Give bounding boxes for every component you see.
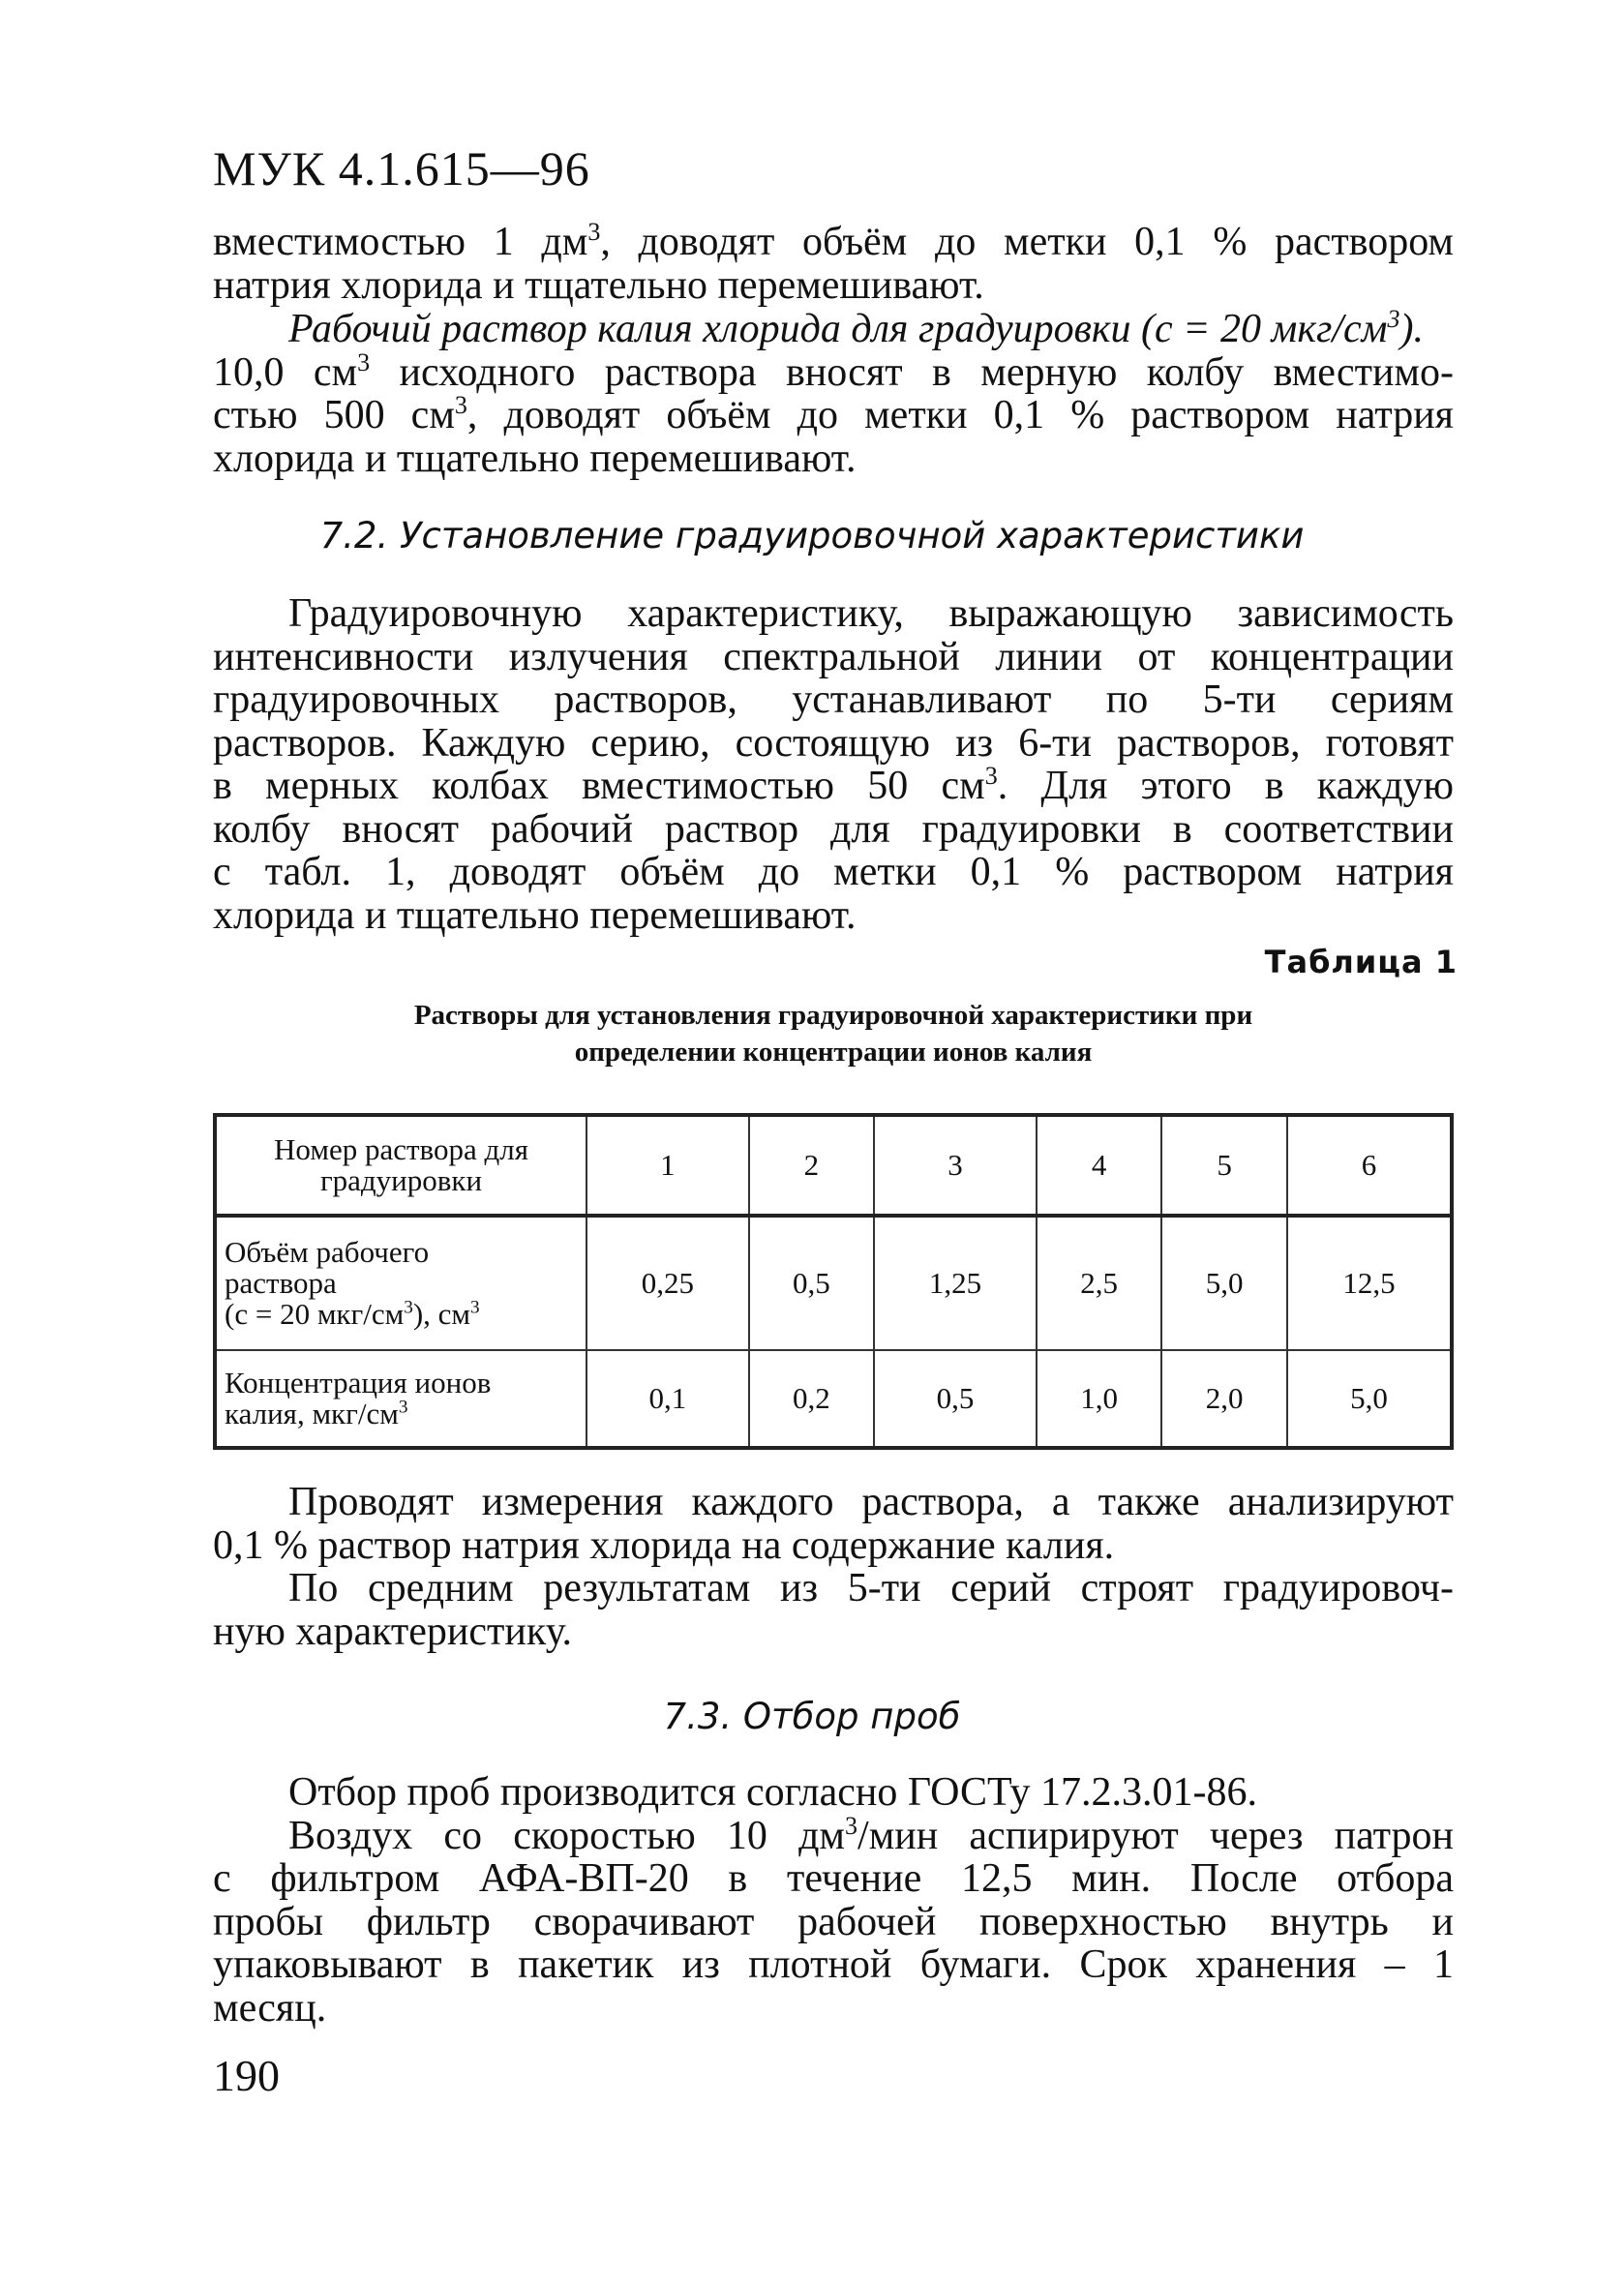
table-cell: 0,25 (586, 1216, 749, 1350)
table-cell: 0,5 (749, 1216, 875, 1350)
text-line: хлорида и тщательно перемешивают. (213, 436, 857, 481)
table-row-header: Объём рабочего раствора (с = 20 мкг/$см^3$), $см^3$ (215, 1216, 586, 1350)
text-line: колбу вносят рабочий раствор для градуировки в соответствии (213, 806, 1454, 852)
text-line: с табл. 1, доводят объём до метки 0,1 % раствором натрия (213, 850, 1454, 894)
text-line: натрия хлорида и тщательно перемешивают. (213, 262, 984, 308)
table-cell: 5 (1161, 1115, 1287, 1216)
table-header-row (215, 1115, 1452, 1216)
text-line: По средним результатам из 5-ти серий строят градуировоч- (288, 1566, 1454, 1610)
measurement-paragraph (213, 1481, 1454, 1653)
document-header: МУК 4.1.615—96 (213, 141, 590, 196)
text-line: упаковывают в пакетик из плотной бумаги. Срок хранения – 1 (213, 1942, 1454, 1987)
table-cell: 2 (749, 1115, 875, 1216)
table-cell: 3 (874, 1115, 1037, 1216)
table-cell: 0,1 (586, 1350, 749, 1448)
table-cell: 5,0 (1287, 1350, 1452, 1448)
text-line: 10,0 $см^3$ исходного раствора вносят в мерную колбу вместимо- (213, 347, 1454, 395)
text-line: 0,1 % раствор натрия хлорида на содержание калия. (213, 1522, 1115, 1568)
page-number: 190 (213, 2051, 280, 2100)
table-cell: 1 (586, 1115, 749, 1216)
text-line: хлорида и тщательно перемешивают. (213, 892, 857, 938)
table-cell: 1,25 (874, 1216, 1037, 1350)
table-row (215, 1216, 1452, 1350)
table-cell: 2,5 (1037, 1216, 1162, 1350)
text-line: Проводят измерения каждого раствора, а также анализируют (288, 1480, 1454, 1524)
working-solution-paragraph (213, 305, 1454, 481)
table-row-header: Номер раствора для градуировки (215, 1115, 586, 1216)
text-line: Градуировочную характеристику, выражающую зависимость (288, 591, 1454, 636)
table-row (215, 1350, 1452, 1448)
text-line: с фильтром АФА-ВП-20 в течение 12,5 мин. После отбора (213, 1856, 1454, 1901)
table-cell: 12,5 (1287, 1216, 1452, 1350)
text-line: вместимостью 1 $дм^3$, доводят объём до метки 0,1 % раствором (213, 218, 1454, 264)
table-cell: 6 (1287, 1115, 1452, 1216)
text-line: пробы фильтр сворачивают рабочей поверхностью внутрь и (213, 1899, 1454, 1944)
sampling-paragraph (213, 1771, 1454, 2030)
solutions-table (213, 1113, 1454, 1450)
table-label: Таблица 1 (1264, 944, 1458, 980)
intro-paragraph (213, 218, 1454, 308)
text-line: Воздух со скоростью 10 $дм^3$/мин аспирируют через патрон (288, 1811, 1454, 1858)
table-cell: 2,0 (1161, 1350, 1287, 1448)
text-line: растворов. Каждую серию, состоящую из 6-ти растворов, готовят (213, 720, 1454, 766)
text-line: ную характеристику. (213, 1609, 572, 1654)
text-line: Отбор проб производится согласно ГОСТу 17.2.3.01-86. (288, 1770, 1258, 1815)
table-cell: 0,5 (874, 1350, 1037, 1448)
section-heading-7-3: 7.3. Отбор проб (663, 1696, 961, 1737)
table-cell: 0,2 (749, 1350, 875, 1448)
table-cell: 1,0 (1037, 1350, 1162, 1448)
text-line: стью 500 $см^3$, доводят объём до метки 0,1 % раствором натрия (213, 391, 1454, 437)
table-caption (213, 997, 1454, 1070)
section-heading-7-2: 7.2. Установление градуировочной характеристики (319, 515, 1305, 557)
text-line: градуировочных растворов, устанавливают по 5-ти сериям (213, 677, 1454, 722)
text-line: месяц. (213, 1985, 327, 2031)
text-line: интенсивности излучения спектральной линии от концентрации (213, 634, 1454, 679)
table-cell: 5,0 (1161, 1216, 1287, 1350)
text-line: в мерных колбах вместимостью 50 $см^3$. Для этого в каждую (213, 762, 1454, 808)
paragraph-heading: Рабочий раствор калия хлорида для градуировки (с = 20 мкг/$см^3$). (288, 305, 1424, 351)
table-row-header: Концентрация ионов калия, мкг/$см^3$ (215, 1350, 586, 1448)
calibration-paragraph (213, 592, 1454, 937)
caption-line: Растворы для установления градуировочной характеристики при (413, 1000, 1253, 1031)
table-cell: 4 (1037, 1115, 1162, 1216)
caption-line: определении концентрации ионов калия (574, 1037, 1093, 1068)
